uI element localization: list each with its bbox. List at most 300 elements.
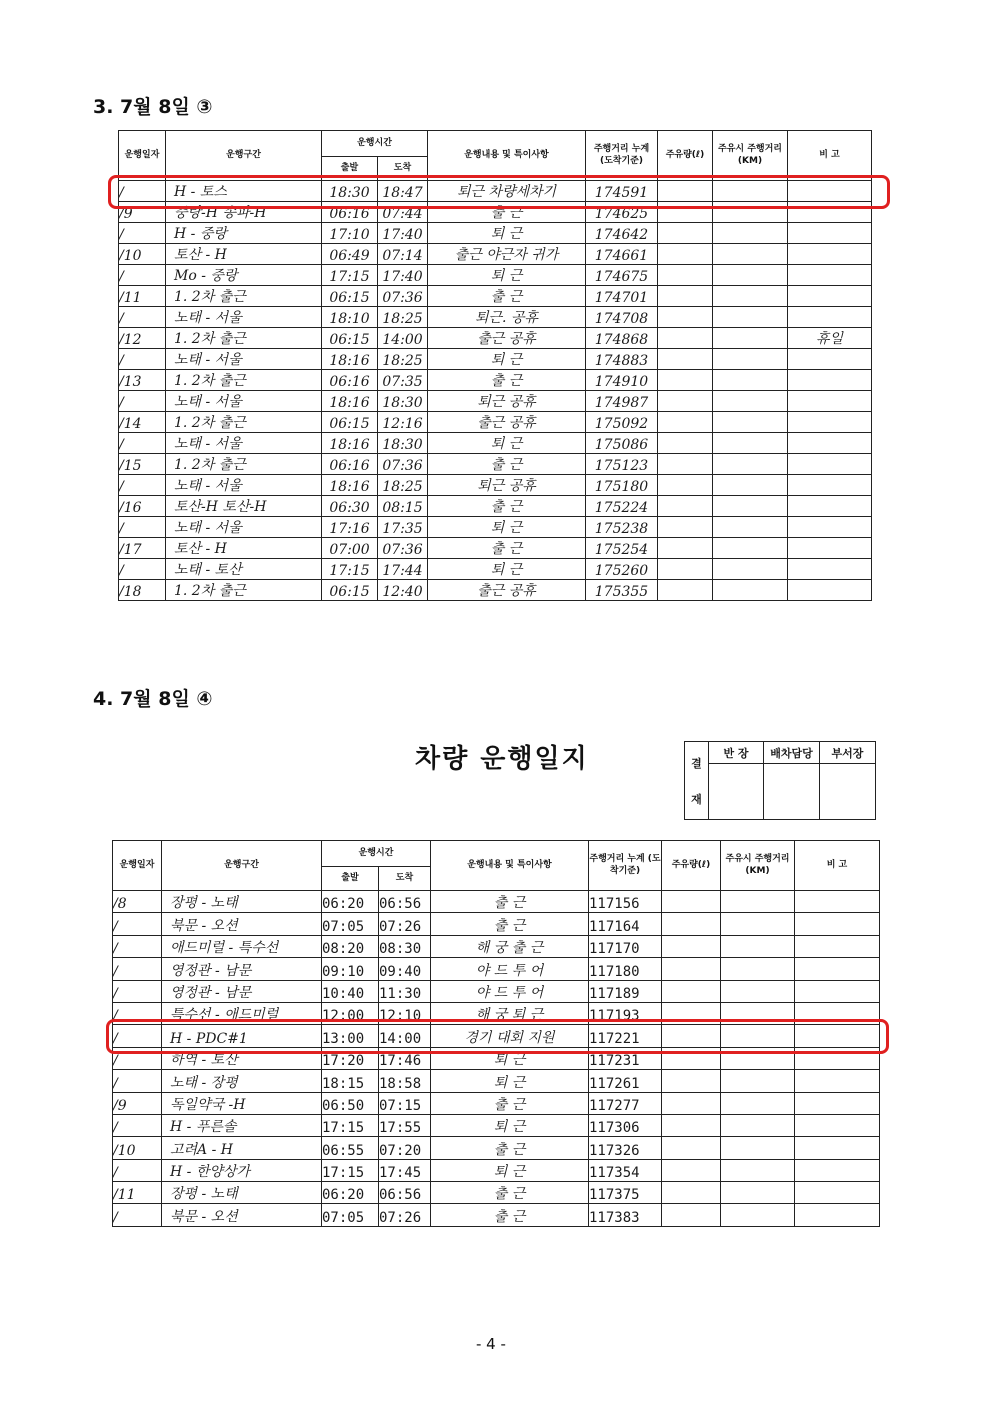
- cell-date: /: [113, 1002, 162, 1024]
- cell-content: 출근 공휴: [428, 328, 586, 349]
- cell-remarks: [795, 1070, 880, 1092]
- cell-content: 퇴 근: [428, 265, 586, 286]
- cell-fuel-distance: [713, 496, 788, 517]
- cell-date: /17: [119, 538, 166, 559]
- cell-fuel-distance: [713, 454, 788, 475]
- cell-route: 특수선 - 애드미럴: [162, 1002, 322, 1024]
- cell-fuel: [658, 286, 713, 307]
- cell-date: /: [113, 1114, 162, 1136]
- cell-cumulative: 174708: [586, 307, 658, 328]
- cell-fuel: [658, 223, 713, 244]
- cell-cumulative: 174661: [586, 244, 658, 265]
- cell-cumulative: 174625: [586, 202, 658, 223]
- cell-cumulative: 174910: [586, 370, 658, 391]
- cell-content: 퇴 근: [428, 559, 586, 580]
- cell-depart: 06:20: [322, 1182, 379, 1204]
- cell-date: /9: [113, 1092, 162, 1114]
- cell-content: 경기 대회 지원: [431, 1025, 589, 1047]
- table-row: [113, 1159, 880, 1181]
- cell-route: 노태 - 서울: [166, 475, 322, 496]
- cell-content: 출 근: [431, 891, 589, 913]
- header-fuel: 주유량(ℓ): [662, 841, 721, 891]
- cell-route: 영정관 - 남문: [162, 980, 322, 1002]
- cell-route: 중랑-H 송파-H: [166, 202, 322, 223]
- cell-remarks: [795, 891, 880, 913]
- cell-date: /10: [119, 244, 166, 265]
- cell-fuel-distance: [713, 223, 788, 244]
- cell-route: 노태 - 서울: [166, 349, 322, 370]
- cell-arrive: 17:46: [379, 1047, 431, 1069]
- header-fuel-distance: 주유시 주행거리 (KM): [713, 131, 788, 181]
- cell-remarks: [795, 958, 880, 980]
- cell-remarks: [795, 913, 880, 935]
- cell-content: 출 근: [431, 1137, 589, 1159]
- cell-cumulative: 174987: [586, 391, 658, 412]
- cell-arrive: 07:36: [378, 538, 428, 559]
- table-row: [119, 538, 872, 559]
- cell-remarks: [788, 559, 872, 580]
- cell-arrive: 18:25: [378, 307, 428, 328]
- header-depart: 출발: [322, 867, 379, 891]
- cell-route: 고려A - H: [162, 1137, 322, 1159]
- cell-arrive: 07:14: [378, 244, 428, 265]
- cell-arrive: 17:44: [378, 559, 428, 580]
- cell-depart: 06:55: [322, 1137, 379, 1159]
- cell-cumulative: 174883: [586, 349, 658, 370]
- cell-route: 북문 - 오션: [162, 913, 322, 935]
- cell-fuel-distance: [721, 1137, 795, 1159]
- cell-depart: 17:15: [322, 1114, 379, 1136]
- cell-date: /: [113, 935, 162, 957]
- cell-route: 노태 - 서울: [166, 391, 322, 412]
- cell-fuel-distance: [721, 958, 795, 980]
- cell-fuel: [658, 349, 713, 370]
- table-row: [119, 412, 872, 433]
- cell-arrive: 08:15: [378, 496, 428, 517]
- approval-col-team-lead: 반 장: [709, 742, 764, 764]
- header-content: 운행내용 및 특이사항: [431, 841, 589, 891]
- cell-fuel-distance: [721, 1204, 795, 1226]
- cell-remarks: [788, 538, 872, 559]
- cell-arrive: 18:30: [378, 391, 428, 412]
- approval-box: [684, 741, 876, 820]
- cell-fuel: [658, 517, 713, 538]
- cell-fuel-distance: [713, 391, 788, 412]
- header-arrive: 도착: [379, 867, 431, 891]
- cell-fuel: [662, 1092, 721, 1114]
- table-row: [113, 1070, 880, 1092]
- table-row: [119, 580, 872, 601]
- cell-route: 1. 2차 출근: [166, 454, 322, 475]
- cell-cumulative: 175180: [586, 475, 658, 496]
- cell-depart: 17:16: [322, 517, 378, 538]
- cell-arrive: 07:15: [379, 1092, 431, 1114]
- cell-date: /: [113, 1070, 162, 1092]
- cell-fuel-distance: [713, 580, 788, 601]
- cell-date: /14: [119, 412, 166, 433]
- cell-remarks: [788, 580, 872, 601]
- approval-sign-3: [820, 764, 876, 820]
- cell-date: /9: [119, 202, 166, 223]
- table-row: [113, 1204, 880, 1226]
- cell-fuel-distance: [713, 265, 788, 286]
- cell-fuel: [662, 913, 721, 935]
- cell-date: /10: [113, 1137, 162, 1159]
- cell-date: /11: [113, 1182, 162, 1204]
- table-row: [119, 391, 872, 412]
- cell-date: /: [119, 475, 166, 496]
- cell-cumulative: 117375: [589, 1182, 662, 1204]
- cell-arrive: 07:35: [378, 370, 428, 391]
- cell-route: 노태 - 서울: [166, 433, 322, 454]
- cell-depart: 18:16: [322, 391, 378, 412]
- cell-content: 퇴 근: [428, 433, 586, 454]
- cell-depart: 08:20: [322, 935, 379, 957]
- cell-arrive: 18:25: [378, 349, 428, 370]
- header-time: 운행시간: [322, 131, 428, 157]
- cell-fuel-distance: [721, 913, 795, 935]
- cell-arrive: 08:30: [379, 935, 431, 957]
- cell-cumulative: 117306: [589, 1114, 662, 1136]
- cell-date: /: [113, 913, 162, 935]
- cell-content: 퇴 근: [431, 1047, 589, 1069]
- cell-content: 퇴 근: [431, 1114, 589, 1136]
- cell-depart: 06:15: [322, 286, 378, 307]
- cell-depart: 17:10: [322, 223, 378, 244]
- header-fuel-distance: 주유시 주행거리 (KM): [721, 841, 795, 891]
- cell-arrive: 07:44: [378, 202, 428, 223]
- cell-date: /: [113, 958, 162, 980]
- cell-content: 출 근: [431, 1204, 589, 1226]
- table-row: [113, 935, 880, 957]
- cell-depart: 13:00: [322, 1025, 379, 1047]
- header-content: 운행내용 및 특이사항: [428, 131, 586, 181]
- cell-arrive: 14:00: [379, 1025, 431, 1047]
- cell-fuel: [658, 454, 713, 475]
- cell-fuel-distance: [713, 433, 788, 454]
- table-row: [119, 223, 872, 244]
- cell-remarks: [788, 496, 872, 517]
- cell-arrive: 17:35: [378, 517, 428, 538]
- cell-arrive: 18:25: [378, 475, 428, 496]
- cell-arrive: 07:20: [379, 1137, 431, 1159]
- cell-fuel: [662, 1070, 721, 1092]
- cell-depart: 06:15: [322, 328, 378, 349]
- cell-remarks: [795, 1182, 880, 1204]
- header-route: 운행구간: [166, 131, 322, 181]
- cell-content: 퇴 근: [431, 1159, 589, 1181]
- cell-depart: 17:20: [322, 1047, 379, 1069]
- cell-fuel-distance: [713, 307, 788, 328]
- cell-cumulative: 175260: [586, 559, 658, 580]
- header-date: 운행일자: [113, 841, 162, 891]
- cell-content: 퇴 근: [428, 517, 586, 538]
- cell-fuel: [658, 265, 713, 286]
- cell-fuel: [662, 891, 721, 913]
- cell-remarks: [788, 412, 872, 433]
- cell-content: 퇴 근: [428, 223, 586, 244]
- cell-route: 노태 - 토산: [166, 559, 322, 580]
- cell-cumulative: 117170: [589, 935, 662, 957]
- cell-fuel: [658, 370, 713, 391]
- cell-content: 야 드 투 어: [431, 980, 589, 1002]
- cell-depart: 06:30: [322, 496, 378, 517]
- cell-depart: 12:00: [322, 1002, 379, 1024]
- cell-content: 퇴 근: [431, 1070, 589, 1092]
- section-3-heading: 3. 7월 8일 ③: [93, 96, 213, 118]
- table-row: [113, 913, 880, 935]
- document-title: 차량 운행일지: [415, 744, 589, 774]
- cell-remarks: [788, 391, 872, 412]
- cell-content: 출 근: [431, 1182, 589, 1204]
- cell-route: 장평 - 노태: [162, 891, 322, 913]
- cell-cumulative: 117383: [589, 1204, 662, 1226]
- cell-depart: 18:16: [322, 349, 378, 370]
- table-row: [119, 496, 872, 517]
- cell-content: 퇴근 공휴: [428, 391, 586, 412]
- cell-date: /16: [119, 496, 166, 517]
- approval-col-dispatch: 배차담당: [764, 742, 820, 764]
- cell-route: 노태 - 서울: [166, 517, 322, 538]
- cell-fuel: [658, 412, 713, 433]
- cell-fuel: [662, 935, 721, 957]
- cell-depart: 06:49: [322, 244, 378, 265]
- cell-depart: 07:00: [322, 538, 378, 559]
- cell-content: 퇴근 공휴: [428, 475, 586, 496]
- cell-arrive: 07:26: [379, 1204, 431, 1226]
- cell-cumulative: 174591: [586, 181, 658, 202]
- cell-arrive: 07:36: [378, 286, 428, 307]
- cell-arrive: 18:30: [378, 433, 428, 454]
- cell-remarks: [788, 433, 872, 454]
- cell-fuel-distance: [713, 559, 788, 580]
- table-row: [113, 1092, 880, 1114]
- cell-route: H - 토스: [166, 181, 322, 202]
- cell-remarks: [795, 1159, 880, 1181]
- cell-arrive: 07:26: [379, 913, 431, 935]
- table-row: [119, 433, 872, 454]
- cell-date: /: [119, 349, 166, 370]
- cell-fuel-distance: [721, 980, 795, 1002]
- cell-fuel: [662, 958, 721, 980]
- cell-depart: 17:15: [322, 559, 378, 580]
- cell-depart: 06:16: [322, 370, 378, 391]
- cell-remarks: [795, 1137, 880, 1159]
- table-row: [119, 349, 872, 370]
- cell-depart: 17:15: [322, 265, 378, 286]
- cell-date: /12: [119, 328, 166, 349]
- cell-content: 출 근: [431, 1092, 589, 1114]
- cell-date: /8: [113, 891, 162, 913]
- cell-remarks: [788, 475, 872, 496]
- cell-cumulative: 175238: [586, 517, 658, 538]
- cell-arrive: 17:40: [378, 223, 428, 244]
- cell-fuel: [658, 328, 713, 349]
- table-row: [119, 517, 872, 538]
- cell-route: 노태 - 장평: [162, 1070, 322, 1092]
- cell-remarks: [788, 454, 872, 475]
- approval-side-label: 결 재: [685, 742, 709, 820]
- cell-date: /: [119, 559, 166, 580]
- cell-arrive: 12:40: [378, 580, 428, 601]
- cell-fuel: [662, 1137, 721, 1159]
- cell-fuel: [658, 580, 713, 601]
- cell-fuel: [662, 1159, 721, 1181]
- cell-cumulative: 175086: [586, 433, 658, 454]
- cell-remarks: [788, 286, 872, 307]
- cell-remarks: [795, 935, 880, 957]
- cell-fuel: [658, 475, 713, 496]
- table-row: [119, 559, 872, 580]
- cell-date: /13: [119, 370, 166, 391]
- cell-depart: 18:30: [322, 181, 378, 202]
- table-row: [113, 1137, 880, 1159]
- cell-arrive: 07:36: [378, 454, 428, 475]
- cell-cumulative: 174675: [586, 265, 658, 286]
- cell-route: 독일약국 -H: [162, 1092, 322, 1114]
- cell-fuel-distance: [721, 1070, 795, 1092]
- cell-cumulative: 117326: [589, 1137, 662, 1159]
- cell-route: 토산 - H: [166, 244, 322, 265]
- cell-route: H - 한양상가: [162, 1159, 322, 1181]
- cell-content: 출 근: [428, 370, 586, 391]
- cell-fuel-distance: [713, 286, 788, 307]
- cell-fuel-distance: [721, 1092, 795, 1114]
- cell-date: /: [119, 181, 166, 202]
- header-remarks: 비 고: [795, 841, 880, 891]
- approval-sign-2: [764, 764, 820, 820]
- header-fuel: 주유량(ℓ): [658, 131, 713, 181]
- cell-depart: 07:05: [322, 1204, 379, 1226]
- cell-fuel-distance: [721, 935, 795, 957]
- cell-date: /: [119, 433, 166, 454]
- cell-arrive: 17:40: [378, 265, 428, 286]
- cell-remarks: [795, 1114, 880, 1136]
- highlight-box-row-7: [106, 1019, 889, 1054]
- cell-date: /: [113, 1047, 162, 1069]
- cell-cumulative: 117221: [589, 1025, 662, 1047]
- table-row: [119, 265, 872, 286]
- cell-arrive: 09:40: [379, 958, 431, 980]
- cell-arrive: 17:45: [379, 1159, 431, 1181]
- cell-content: 출 근: [428, 538, 586, 559]
- cell-arrive: 17:55: [379, 1114, 431, 1136]
- cell-content: 퇴근 차량세차기: [428, 181, 586, 202]
- cell-remarks: [795, 1204, 880, 1226]
- cell-cumulative: 117277: [589, 1092, 662, 1114]
- cell-route: 토산-H 토산-H: [166, 496, 322, 517]
- cell-date: /: [119, 391, 166, 412]
- table-row: [119, 328, 872, 349]
- cell-cumulative: 175355: [586, 580, 658, 601]
- cell-fuel: [662, 980, 721, 1002]
- cell-depart: 06:16: [322, 454, 378, 475]
- cell-fuel: [658, 538, 713, 559]
- cell-cumulative: 175092: [586, 412, 658, 433]
- cell-arrive: 18:47: [378, 181, 428, 202]
- cell-fuel-distance: [721, 891, 795, 913]
- cell-depart: 18:16: [322, 475, 378, 496]
- cell-remarks: [795, 980, 880, 1002]
- cell-remarks: [788, 517, 872, 538]
- cell-cumulative: 174701: [586, 286, 658, 307]
- cell-arrive: 11:30: [379, 980, 431, 1002]
- table-row: [119, 244, 872, 265]
- cell-remarks: [788, 223, 872, 244]
- cell-date: /: [113, 1159, 162, 1181]
- cell-cumulative: 175123: [586, 454, 658, 475]
- cell-cumulative: 117189: [589, 980, 662, 1002]
- cell-fuel-distance: [713, 244, 788, 265]
- cell-remarks: [788, 349, 872, 370]
- table-row: [113, 980, 880, 1002]
- cell-depart: 18:16: [322, 433, 378, 454]
- table-row: [119, 286, 872, 307]
- cell-cumulative: 117261: [589, 1070, 662, 1092]
- cell-arrive: 18:58: [379, 1070, 431, 1092]
- cell-depart: 18:15: [322, 1070, 379, 1092]
- cell-depart: 17:15: [322, 1159, 379, 1181]
- cell-route: 1. 2차 출근: [166, 580, 322, 601]
- cell-fuel-distance: [713, 475, 788, 496]
- cell-route: 하역 - 토산: [162, 1047, 322, 1069]
- cell-cumulative: 175254: [586, 538, 658, 559]
- cell-date: /18: [119, 580, 166, 601]
- cell-depart: 06:15: [322, 412, 378, 433]
- cell-fuel: [662, 1204, 721, 1226]
- section-4-heading: 4. 7월 8일 ④: [93, 688, 213, 710]
- cell-fuel-distance: [713, 412, 788, 433]
- cell-route: 토산 - H: [166, 538, 322, 559]
- cell-content: 해 궁 퇴 근: [431, 1002, 589, 1024]
- cell-route: H - PDC#1: [162, 1025, 322, 1047]
- cell-date: /: [119, 307, 166, 328]
- cell-depart: 06:15: [322, 580, 378, 601]
- cell-route: 1. 2차 출근: [166, 370, 322, 391]
- cell-content: 출 근: [431, 913, 589, 935]
- cell-route: 1. 2차 출근: [166, 328, 322, 349]
- cell-fuel: [658, 559, 713, 580]
- cell-fuel: [658, 307, 713, 328]
- cell-fuel-distance: [721, 1159, 795, 1181]
- cell-route: H - 중랑: [166, 223, 322, 244]
- approval-sign-1: [709, 764, 764, 820]
- cell-depart: 18:10: [322, 307, 378, 328]
- cell-depart: 06:20: [322, 891, 379, 913]
- table-row: [113, 891, 880, 913]
- cell-date: /: [113, 980, 162, 1002]
- cell-depart: 09:10: [322, 958, 379, 980]
- cell-fuel-distance: [713, 517, 788, 538]
- cell-route: 북문 - 오션: [162, 1204, 322, 1226]
- cell-cumulative: 175224: [586, 496, 658, 517]
- cell-route: 1. 2차 출근: [166, 286, 322, 307]
- table-row: [119, 475, 872, 496]
- highlight-box-row-1: [108, 175, 890, 209]
- cell-date: /: [119, 265, 166, 286]
- header-date: 운행일자: [119, 131, 166, 181]
- cell-fuel: [662, 1114, 721, 1136]
- cell-content: 출 근: [428, 286, 586, 307]
- cell-content: 출 근: [428, 454, 586, 475]
- table-row: [119, 370, 872, 391]
- header-cumulative: 주행거리 누계 (도착기준): [589, 841, 662, 891]
- cell-fuel: [662, 1182, 721, 1204]
- cell-arrive: 12:16: [378, 412, 428, 433]
- cell-route: 노태 - 서울: [166, 307, 322, 328]
- cell-remarks: [788, 265, 872, 286]
- header-route: 운행구간: [162, 841, 322, 891]
